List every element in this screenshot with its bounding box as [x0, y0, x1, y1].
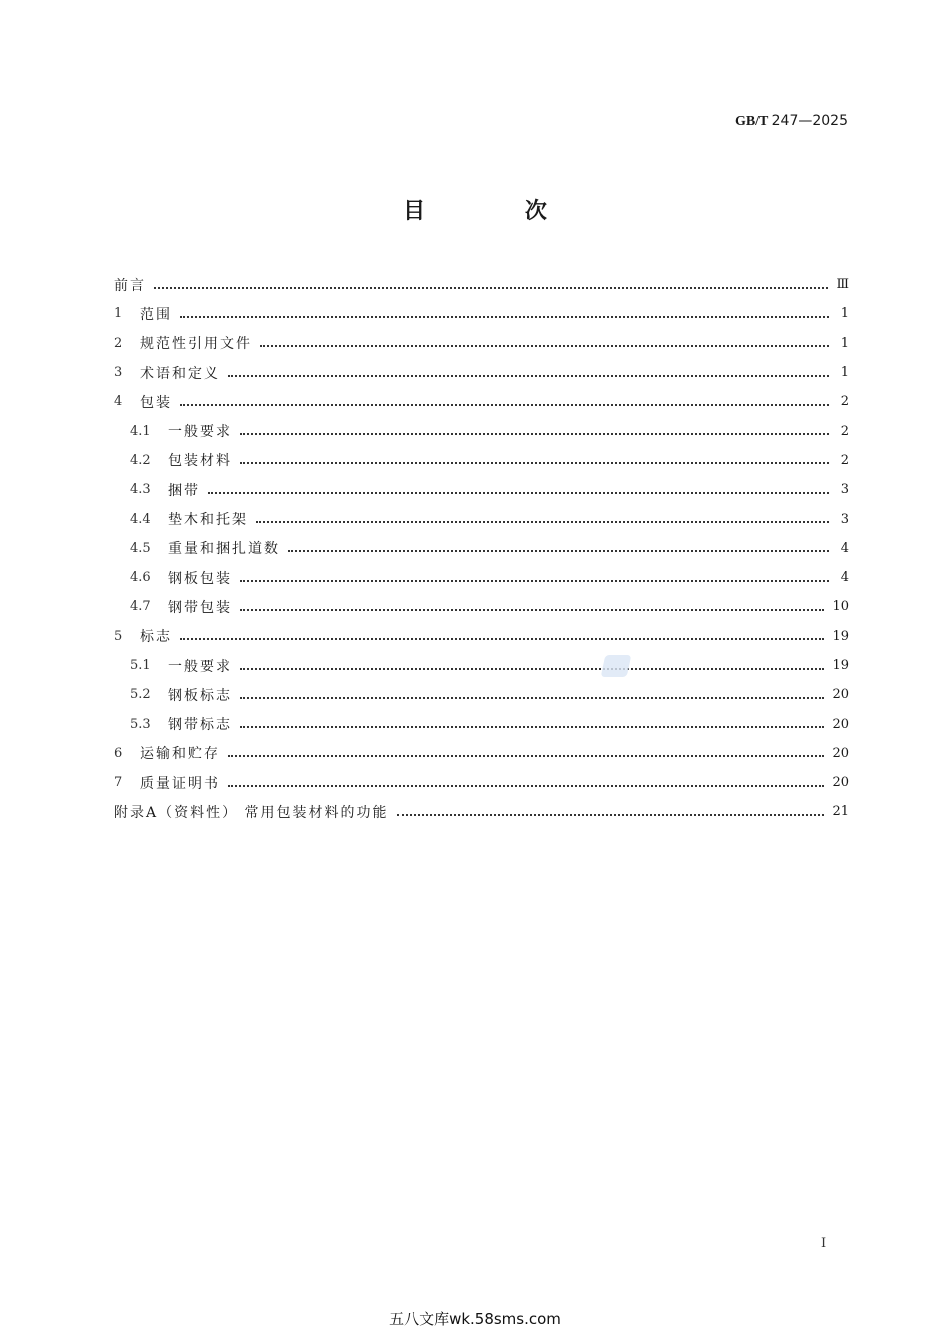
toc-entry[interactable]: [114, 651, 849, 680]
toc-entry-number: 4: [114, 394, 123, 410]
toc-entry[interactable]: [114, 592, 849, 621]
toc-entry-number: 4.1: [130, 423, 151, 439]
toc-entry-label: 钢板包装: [168, 570, 232, 587]
toc-entry[interactable]: [114, 446, 849, 475]
toc-entry-page: 19: [832, 628, 849, 644]
toc-entry[interactable]: [114, 563, 849, 592]
toc-entry-number: 4.4: [130, 511, 151, 527]
toc-entry-page: 1: [840, 335, 849, 351]
standard-number: 247—2025: [771, 113, 848, 129]
toc-entry-label: 标志: [140, 629, 172, 646]
toc-leader-dots: [154, 273, 828, 289]
toc-entry[interactable]: [114, 709, 849, 738]
page-title: 目 次: [403, 199, 593, 224]
toc-leader-dots: [240, 566, 829, 582]
toc-entry-label: 前言: [114, 277, 146, 294]
toc-entry-page: 4: [840, 540, 849, 556]
toc-leader-dots: [180, 302, 829, 318]
toc-entry-number: 5.3: [130, 716, 151, 732]
toc-entry[interactable]: [114, 680, 849, 709]
toc-leader-dots: [397, 800, 825, 816]
toc-entry[interactable]: [114, 768, 849, 797]
toc-leader-dots: [228, 361, 829, 377]
toc-leader-dots: [260, 331, 829, 347]
toc-entry-label: 捆带: [168, 482, 200, 499]
toc-entry-number: 4.2: [130, 452, 151, 468]
toc-leader-dots: [256, 507, 829, 523]
toc-entry-label: 运输和贮存: [140, 746, 220, 763]
toc-entry-page: 2: [840, 394, 849, 410]
toc-entry[interactable]: [114, 797, 849, 826]
toc-entry[interactable]: [114, 534, 849, 563]
toc-entry-label: 规范性引用文件: [140, 336, 252, 353]
toc-entry-page: 2: [840, 452, 849, 468]
toc-entry-page: 10: [832, 599, 849, 615]
toc-entry[interactable]: [114, 270, 849, 299]
toc-entry[interactable]: [114, 622, 849, 651]
toc-leader-dots: [180, 624, 824, 640]
toc-entry-page: 20: [832, 687, 849, 703]
toc-entry-number: 5.1: [130, 658, 151, 673]
toc-entry[interactable]: [114, 387, 849, 416]
footer-watermark-text: 五八文库wk.58sms.com: [389, 1310, 561, 1328]
toc-entry-page: 20: [832, 716, 849, 732]
toc-entry-page: 21: [832, 804, 849, 820]
toc-entry-number: 4.7: [130, 599, 151, 615]
toc-leader-dots: [228, 771, 824, 787]
watermark-logo: [601, 655, 632, 677]
toc-entry-label: 范围: [140, 306, 172, 323]
toc-entry-page: 3: [840, 482, 849, 498]
toc-leader-dots: [240, 712, 824, 728]
toc-entry-label: 钢带包装: [168, 599, 232, 616]
toc-leader-dots: [240, 419, 829, 435]
toc-entry[interactable]: [114, 358, 849, 387]
table-of-contents: [114, 270, 849, 827]
toc-entry[interactable]: [114, 739, 849, 768]
toc-leader-dots: [240, 654, 824, 670]
toc-entry-page: 1: [840, 365, 849, 381]
toc-entry[interactable]: [114, 504, 849, 533]
toc-leader-dots: [208, 478, 829, 494]
toc-entry[interactable]: [114, 416, 849, 445]
toc-entry-label: 一般要求: [168, 658, 232, 675]
toc-entry-label: 包装材料: [168, 453, 232, 470]
toc-entry[interactable]: [114, 475, 849, 504]
standard-code: [735, 113, 848, 130]
toc-entry-number: 5.2: [130, 687, 151, 703]
toc-entry-page: 4: [840, 570, 849, 586]
toc-entry-label: 质量证明书: [140, 775, 220, 792]
toc-leader-dots: [180, 390, 829, 406]
toc-entry-page: 2: [840, 423, 849, 439]
toc-entry-label: 一般要求: [168, 424, 232, 441]
toc-entry-number: 4.6: [130, 570, 151, 586]
toc-entry-number: 3: [114, 365, 123, 381]
toc-entry-label: 钢板标志: [168, 687, 232, 704]
toc-entry-page: 20: [832, 745, 849, 761]
toc-entry-label: 垫木和托架: [168, 512, 248, 529]
toc-entry[interactable]: [114, 329, 849, 358]
toc-entry-number: 1: [114, 306, 123, 322]
toc-entry-number: 7: [114, 775, 123, 791]
toc-leader-dots: [288, 536, 829, 552]
toc-entry[interactable]: [114, 299, 849, 328]
page-number: I: [821, 1236, 827, 1251]
toc-entry-label: 术语和定义: [140, 365, 220, 382]
toc-entry-number: 4.3: [130, 482, 151, 498]
toc-entry-page: 20: [832, 775, 849, 791]
toc-entry-number: 5: [114, 628, 123, 644]
toc-entry-number: 4.5: [130, 540, 151, 556]
standard-prefix: GB/T: [734, 114, 769, 129]
toc-entry-label: 包装: [140, 394, 172, 411]
toc-leader-dots: [240, 595, 824, 611]
toc-entry-page: 19: [832, 658, 849, 673]
toc-entry-page: 3: [840, 511, 849, 527]
toc-leader-dots: [240, 448, 829, 464]
toc-leader-dots: [240, 683, 824, 699]
toc-entry-number: 6: [114, 745, 123, 761]
toc-entry-number: 2: [114, 335, 123, 351]
toc-entry-label: 附录A（资料性） 常用包装材料的功能: [114, 804, 389, 821]
toc-entry-page: 1: [840, 306, 849, 322]
toc-entry-label: 重量和捆扎道数: [168, 541, 280, 558]
toc-leader-dots: [228, 741, 824, 757]
toc-entry-label: 钢带标志: [168, 717, 232, 734]
toc-entry-page: Ⅲ: [836, 277, 849, 293]
